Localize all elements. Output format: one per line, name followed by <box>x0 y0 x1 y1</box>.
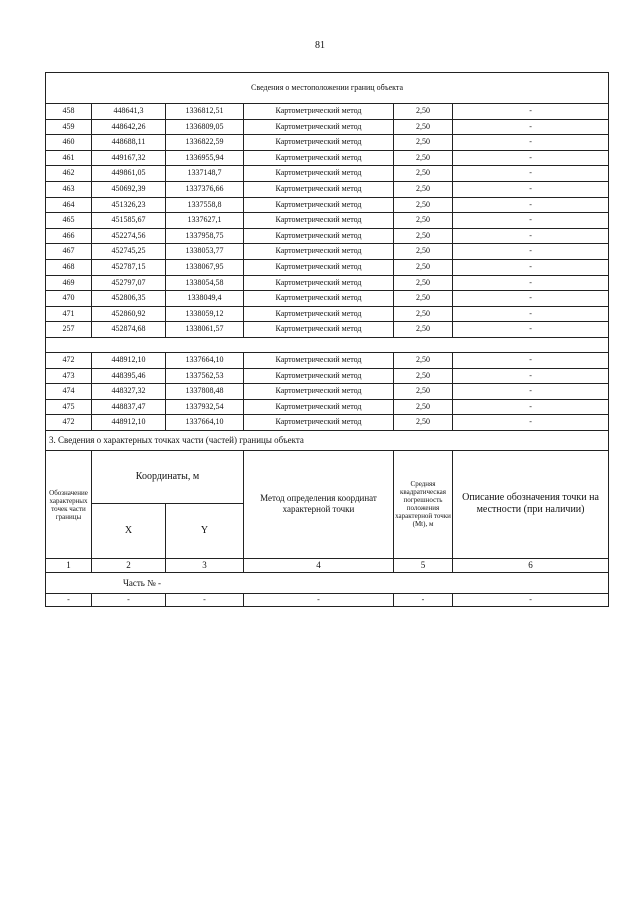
column-number: 3 <box>166 558 244 572</box>
part-label: Часть № - <box>46 572 609 593</box>
x-coord-cell: 448688,11 <box>92 135 166 151</box>
header-point-id: Обозначение характерных точек части границы <box>46 450 92 558</box>
point-id-cell: 459 <box>46 119 92 135</box>
y-coord-cell: 1337958,75 <box>166 228 244 244</box>
accuracy-cell: 2,50 <box>394 415 453 431</box>
header-coordinates: Координаты, м <box>92 450 244 503</box>
point-id-cell: 460 <box>46 135 92 151</box>
column-number: 6 <box>453 558 609 572</box>
table-row <box>46 197 609 213</box>
column-numbers-row <box>46 558 609 572</box>
method-cell: Картометрический метод <box>244 352 394 368</box>
accuracy-cell: 2,50 <box>394 399 453 415</box>
description-cell: - <box>453 352 609 368</box>
x-coord-cell: 449167,32 <box>92 150 166 166</box>
x-coord-cell: 448395,46 <box>92 368 166 384</box>
header-row-1 <box>46 450 609 503</box>
table-row <box>46 368 609 384</box>
header-method: Метод определения координат характерной точки <box>244 450 394 558</box>
y-coord-cell: 1338061,57 <box>166 322 244 338</box>
point-id-cell: 461 <box>46 150 92 166</box>
y-coord-cell: 1337627,1 <box>166 213 244 229</box>
y-coord-cell: 1338067,95 <box>166 259 244 275</box>
accuracy-cell: 2,50 <box>394 135 453 151</box>
description-cell: - <box>453 259 609 275</box>
description-cell: - <box>453 150 609 166</box>
x-coord-cell: 449861,05 <box>92 166 166 182</box>
table-row <box>46 104 609 120</box>
x-coord-cell: 452274,56 <box>92 228 166 244</box>
table-row <box>46 415 609 431</box>
x-coord-cell: 451326,23 <box>92 197 166 213</box>
accuracy-cell: 2,50 <box>394 104 453 120</box>
accuracy-cell: 2,50 <box>394 244 453 260</box>
point-id-cell: 475 <box>46 399 92 415</box>
table-row <box>46 150 609 166</box>
separator-row <box>46 337 609 352</box>
accuracy-cell: 2,50 <box>394 352 453 368</box>
table-row <box>46 322 609 338</box>
header-x: X <box>92 503 166 558</box>
y-coord-cell: 1336809,05 <box>166 119 244 135</box>
description-cell: - <box>453 244 609 260</box>
header-y: Y <box>166 503 244 558</box>
accuracy-cell: 2,50 <box>394 166 453 182</box>
point-id-cell: 470 <box>46 291 92 307</box>
empty-cell: - <box>92 593 166 606</box>
accuracy-cell: 2,50 <box>394 197 453 213</box>
method-cell: Картометрический метод <box>244 135 394 151</box>
description-cell: - <box>453 104 609 120</box>
description-cell: - <box>453 119 609 135</box>
description-cell: - <box>453 135 609 151</box>
method-cell: Картометрический метод <box>244 399 394 415</box>
description-cell: - <box>453 415 609 431</box>
table-row <box>46 384 609 400</box>
description-cell: - <box>453 166 609 182</box>
method-cell: Картометрический метод <box>244 166 394 182</box>
method-cell: Картометрический метод <box>244 197 394 213</box>
y-coord-cell: 1336812,51 <box>166 104 244 120</box>
description-cell: - <box>453 384 609 400</box>
method-cell: Картометрический метод <box>244 368 394 384</box>
y-coord-cell: 1337664,10 <box>166 352 244 368</box>
description-cell: - <box>453 275 609 291</box>
x-coord-cell: 448912,10 <box>92 352 166 368</box>
point-id-cell: 473 <box>46 368 92 384</box>
method-cell: Картометрический метод <box>244 181 394 197</box>
column-number: 1 <box>46 558 92 572</box>
section-3-title-row <box>46 430 609 450</box>
x-coord-cell: 448837,47 <box>92 399 166 415</box>
y-coord-cell: 1337808,48 <box>166 384 244 400</box>
y-coord-cell: 1337376,66 <box>166 181 244 197</box>
x-coord-cell: 452797,07 <box>92 275 166 291</box>
y-coord-cell: 1338059,12 <box>166 306 244 322</box>
point-id-cell: 466 <box>46 228 92 244</box>
y-coord-cell: 1337664,10 <box>166 415 244 431</box>
table-title-row <box>46 73 609 104</box>
accuracy-cell: 2,50 <box>394 322 453 338</box>
table-row <box>46 352 609 368</box>
column-number: 5 <box>394 558 453 572</box>
table-row <box>46 228 609 244</box>
method-cell: Картометрический метод <box>244 322 394 338</box>
x-coord-cell: 448642,26 <box>92 119 166 135</box>
accuracy-cell: 2,50 <box>394 119 453 135</box>
point-id-cell: 257 <box>46 322 92 338</box>
accuracy-cell: 2,50 <box>394 384 453 400</box>
point-id-cell: 469 <box>46 275 92 291</box>
method-cell: Картометрический метод <box>244 104 394 120</box>
point-id-cell: 467 <box>46 244 92 260</box>
method-cell: Картометрический метод <box>244 415 394 431</box>
point-id-cell: 474 <box>46 384 92 400</box>
method-cell: Картометрический метод <box>244 275 394 291</box>
point-id-cell: 463 <box>46 181 92 197</box>
x-coord-cell: 451585,67 <box>92 213 166 229</box>
y-coord-cell: 1337932,54 <box>166 399 244 415</box>
empty-cell: - <box>394 593 453 606</box>
column-number: 4 <box>244 558 394 572</box>
table-row <box>46 306 609 322</box>
accuracy-cell: 2,50 <box>394 368 453 384</box>
y-coord-cell: 1336955,94 <box>166 150 244 166</box>
x-coord-cell: 448327,32 <box>92 384 166 400</box>
y-coord-cell: 1338049,4 <box>166 291 244 307</box>
boundary-table <box>45 72 609 607</box>
description-cell: - <box>453 322 609 338</box>
description-cell: - <box>453 368 609 384</box>
y-coord-cell: 1337558,8 <box>166 197 244 213</box>
accuracy-cell: 2,50 <box>394 181 453 197</box>
method-cell: Картометрический метод <box>244 213 394 229</box>
description-cell: - <box>453 213 609 229</box>
description-cell: - <box>453 306 609 322</box>
x-coord-cell: 452874,68 <box>92 322 166 338</box>
method-cell: Картометрический метод <box>244 291 394 307</box>
table-row <box>46 166 609 182</box>
blank-separator <box>46 337 609 352</box>
method-cell: Картометрический метод <box>244 228 394 244</box>
accuracy-cell: 2,50 <box>394 228 453 244</box>
method-cell: Картометрический метод <box>244 119 394 135</box>
description-cell: - <box>453 228 609 244</box>
description-cell: - <box>453 399 609 415</box>
accuracy-cell: 2,50 <box>394 275 453 291</box>
group-1-rows <box>46 104 609 338</box>
table-row <box>46 244 609 260</box>
accuracy-cell: 2,50 <box>394 259 453 275</box>
table-row <box>46 275 609 291</box>
x-coord-cell: 452806,35 <box>92 291 166 307</box>
part-row <box>46 572 609 593</box>
method-cell: Картометрический метод <box>244 306 394 322</box>
header-error: Средняя квадратическая погрешность положения характерной точки (Мt), м <box>394 450 453 558</box>
section-3-title: 3. Сведения о характерных точках части (частей) границы объекта <box>46 430 609 450</box>
empty-cell: - <box>166 593 244 606</box>
accuracy-cell: 2,50 <box>394 150 453 166</box>
accuracy-cell: 2,50 <box>394 291 453 307</box>
table-row <box>46 119 609 135</box>
table-row <box>46 181 609 197</box>
y-coord-cell: 1338053,77 <box>166 244 244 260</box>
point-id-cell: 465 <box>46 213 92 229</box>
x-coord-cell: 452860,92 <box>92 306 166 322</box>
y-coord-cell: 1336822,59 <box>166 135 244 151</box>
empty-cell: - <box>244 593 394 606</box>
accuracy-cell: 2,50 <box>394 306 453 322</box>
description-cell: - <box>453 291 609 307</box>
point-id-cell: 472 <box>46 352 92 368</box>
description-cell: - <box>453 181 609 197</box>
method-cell: Картометрический метод <box>244 384 394 400</box>
table-row <box>46 259 609 275</box>
table-row <box>46 399 609 415</box>
x-coord-cell: 450692,39 <box>92 181 166 197</box>
empty-cell: - <box>46 593 92 606</box>
table-row <box>46 135 609 151</box>
point-id-cell: 462 <box>46 166 92 182</box>
y-coord-cell: 1337148,7 <box>166 166 244 182</box>
point-id-cell: 471 <box>46 306 92 322</box>
accuracy-cell: 2,50 <box>394 213 453 229</box>
table-row <box>46 213 609 229</box>
method-cell: Картометрический метод <box>244 259 394 275</box>
method-cell: Картометрический метод <box>244 244 394 260</box>
table-title: Сведения о местоположении границ объекта <box>46 73 609 104</box>
x-coord-cell: 448912,10 <box>92 415 166 431</box>
x-coord-cell: 452745,25 <box>92 244 166 260</box>
table-row <box>46 291 609 307</box>
group-2-rows <box>46 352 609 430</box>
header-description: Описание обозначения точки на местности (при наличии) <box>453 450 609 558</box>
description-cell: - <box>453 197 609 213</box>
y-coord-cell: 1337562,53 <box>166 368 244 384</box>
point-id-cell: 464 <box>46 197 92 213</box>
empty-cell: - <box>453 593 609 606</box>
page-number: 81 <box>315 40 325 51</box>
point-id-cell: 472 <box>46 415 92 431</box>
column-number: 2 <box>92 558 166 572</box>
point-id-cell: 468 <box>46 259 92 275</box>
y-coord-cell: 1338054,58 <box>166 275 244 291</box>
empty-data-row <box>46 593 609 606</box>
x-coord-cell: 452787,15 <box>92 259 166 275</box>
point-id-cell: 458 <box>46 104 92 120</box>
method-cell: Картометрический метод <box>244 150 394 166</box>
x-coord-cell: 448641,3 <box>92 104 166 120</box>
